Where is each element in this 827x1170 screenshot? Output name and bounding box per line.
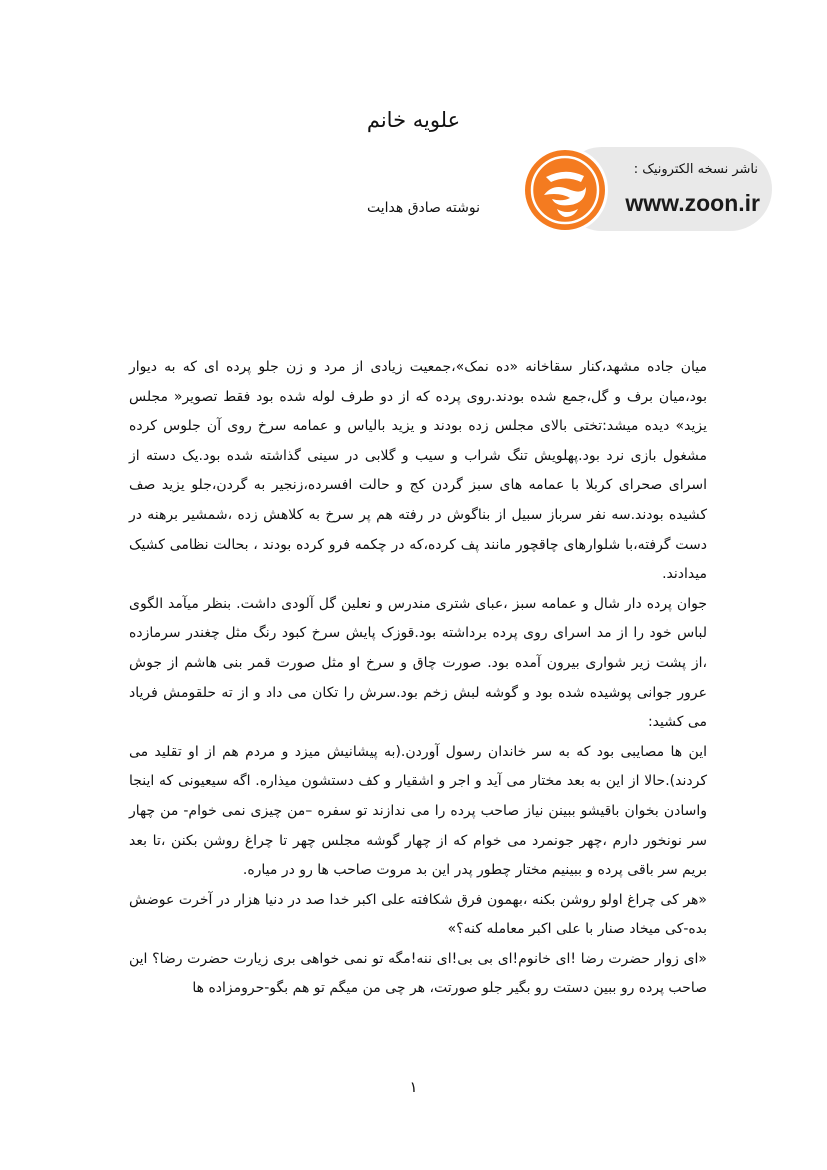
body-text <box>129 353 707 1004</box>
paragraph: این ها مصایبی بود که به سر خاندان رسول آوردن.(به پیشانیش میزد و مردم هم از او تقلید می کردند).حالا از این به بعد مختار می آید و اجر و اشقیار و کف دستشون میذاره. اگه سیعیونی که اینجا واسادن بخوان باقیشو ببینن نیاز صاحب پرده را می ندازند تو سفره –من چیزی نمی خوام- من چهار سر نونخور دارم ،چهر جونمرد می خوام که از چهار گوشه مجلس چهر تا چراغ روشن بکنن ،تا بعد بریم سر باقی پرده و ببینیم مختار چطور پدر این بد مروت صاحب ها رو در میاره. <box>129 743 707 879</box>
paragraph: «هر کی چراغ اولو روشن بکنه ،بهمون فرق شکافته علی اکبر خدا صد در دنیا هزار در آخرت عوضش بده-کی میخاد صنار با علی اکبر معامله کنه؟» <box>129 891 707 938</box>
publisher-caption: ناشر نسخه الکترونیک : <box>633 162 758 177</box>
paragraph: میان جاده مشهد،کنار سقاخانه «ده نمک»،جمعیت زیادی از مرد و زن جلو پرده ای که به دیوار بود،میان برف و گل،جمع شده بودند.روی پرده که از دو طرف لوله شده بود فقط تصویر« مجلس یزید» دیده میشد:تختی بالای مجلس زده بودند و یزید بالیاس و عمامه سرخ روی آن جلوس کرده مشغول بازی نرد بود.پهلویش تنگ شراب و سیب و گلابی در سینی گذاشته شده بود.یک دسته از اسرای صحرای کربلا با عمامه های سبز گردن کج و حالت افسرده،زنجیر به گردن،جلو یزید صف کشیده بودند.سه نفر سرباز سبیل از بناگوش در رفته هم پر سرخ به کلاهش زده ،شمشیر برهنه در دست گرفته،با شلوارهای چاقچور مانند پف کرده،که در چکمه فرو کرده بودند ، بحالت نظامی کشیک میدادند. <box>129 359 707 583</box>
document-title: علویه خانم <box>366 108 461 132</box>
publisher-url[interactable]: www.zoon.ir <box>625 190 760 216</box>
paragraph: جوان پرده دار شال و عمامه سبز ،عبای شتری مندرس و نعلین گل آلودی داشت. بنظر میآمد الگوی لباس خود را از مد اسرای روی پرده برداشته بود.قوزک پایش سرخ کبود رنگ مثل چغندر سرمازده ،از پشت زیر شواری بیرون آمده بود. صورت چاق و سرخ او مثل صورت قمر بنی هاشم از جوش عرور جوانی پوشیده شده بود و گوشه لبش زخم بود.سرش را تکان می داد و از ته حلقومش فریاد می کشید: <box>129 595 707 731</box>
document-author: نوشته صادق هدایت <box>366 200 480 216</box>
paragraph: «ای زوار حضرت رضا !ای خانوم!ای بی بی!ای ننه!مگه تو نمی خواهی بری زیارت حضرت رضا؟ این صاحب پرده رو ببین دستت رو بگیر جلو صورتت، هر چی من میگم تو هم بگو-حرومزاده ها <box>129 950 707 997</box>
page-number: ۱ <box>409 1078 418 1096</box>
zoon-logo-icon <box>520 145 610 235</box>
